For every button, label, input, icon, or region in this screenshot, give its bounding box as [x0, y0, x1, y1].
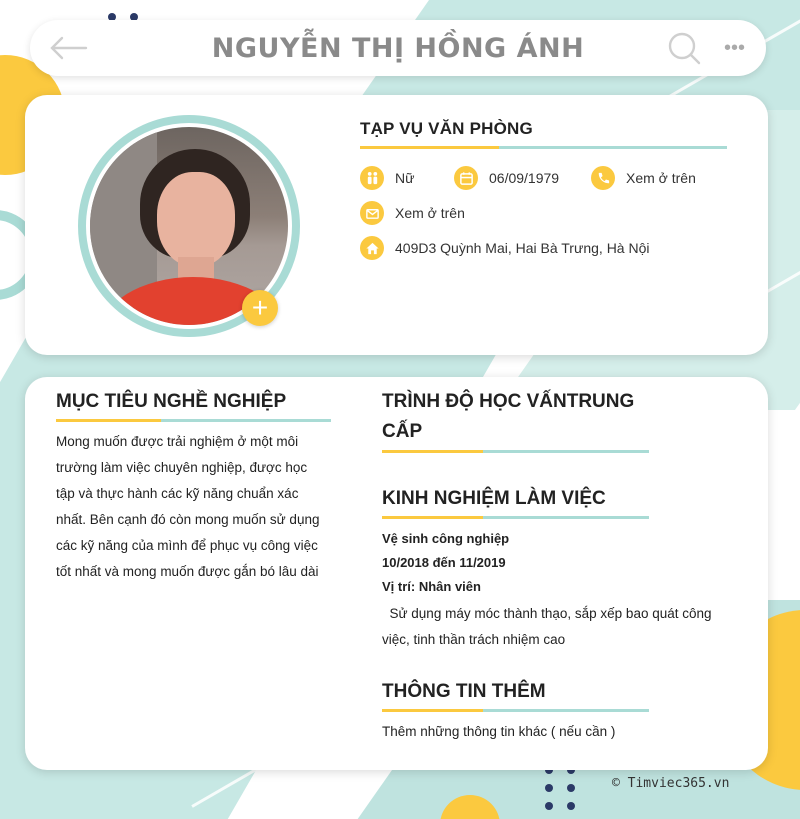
phone-icon: [591, 166, 615, 190]
gender-row: [360, 166, 414, 190]
footer-brand: © Timviec365.vn: [612, 776, 730, 791]
education-underline: [382, 450, 649, 453]
experience-job: Vệ sinh công nghiệp: [382, 531, 510, 546]
extra-underline: [382, 709, 649, 712]
extra-title: THÔNG TIN THÊM: [382, 681, 546, 702]
job-title: TẠP VỤ VĂN PHÒNG: [360, 119, 533, 138]
experience-period: 10/2018 đến 11/2019: [382, 555, 506, 570]
experience-desc-line: việc, tinh thần trách nhiệm cao: [382, 632, 566, 647]
calendar-icon: [454, 166, 478, 190]
resume-body-card: [25, 377, 768, 770]
experience-underline: [382, 516, 649, 519]
add-photo-button[interactable]: [242, 290, 278, 326]
objective-line: các kỹ năng của mình để phục vụ công việc: [56, 538, 318, 553]
back-arrow-icon[interactable]: [48, 33, 88, 63]
objective-line: Mong muốn được trải nghiệm ở một môi: [56, 434, 299, 449]
home-icon: [360, 236, 384, 260]
objective-line: tốt nhất và mong muốn được gắn bó lâu dài: [56, 564, 319, 579]
phone-row: [591, 166, 696, 190]
objective-line: tập và thực hành các kỹ năng chuẩn xác: [56, 486, 299, 501]
more-dots-icon[interactable]: •••: [724, 37, 746, 59]
email-value: Xem ở trên: [395, 205, 465, 221]
objective-text: [56, 429, 332, 585]
objective-title: MỤC TIÊU NGHỀ NGHIỆP: [56, 391, 287, 412]
mail-icon: [360, 201, 384, 225]
address-value: 409D3 Quỳnh Mai, Hai Bà Trưng, Hà Nội: [395, 240, 650, 256]
objective-underline: [56, 419, 331, 422]
extra-text: Thêm những thông tin khác ( nếu cần ): [382, 724, 616, 739]
education-title-line: CẤP: [382, 421, 423, 442]
gender-value: Nữ: [395, 170, 415, 186]
header-bar: [30, 20, 766, 76]
page-title: NGUYỄN THỊ HỒNG ÁNH: [211, 32, 585, 64]
gender-icon: [360, 166, 384, 190]
job-title-underline: [360, 146, 727, 149]
address-row: [360, 236, 650, 260]
experience-position: Vị trí: Nhân viên: [382, 579, 481, 594]
email-row: [360, 201, 465, 225]
experience-title: KINH NGHIỆM LÀM VIỆC: [382, 488, 606, 509]
experience-description: [382, 601, 738, 653]
profile-card: [25, 95, 768, 355]
plus-icon: +: [251, 292, 269, 323]
phone-value: Xem ở trên: [626, 170, 696, 186]
objective-line: nhất. Bên cạnh đó còn mong muốn sử dụng: [56, 512, 320, 527]
education-title-line: TRÌNH ĐỘ HỌC VẤNTRUNG: [382, 391, 635, 412]
experience-desc-line: Sử dụng máy móc thành thạo, sắp xếp bao quát công: [382, 606, 712, 621]
birthdate-row: [454, 166, 559, 190]
objective-line: trường làm việc chuyên nghiệp, được học: [56, 460, 308, 475]
birthdate-value: 06/09/1979: [489, 170, 560, 186]
education-title: [382, 387, 634, 447]
search-icon[interactable]: [666, 30, 702, 66]
